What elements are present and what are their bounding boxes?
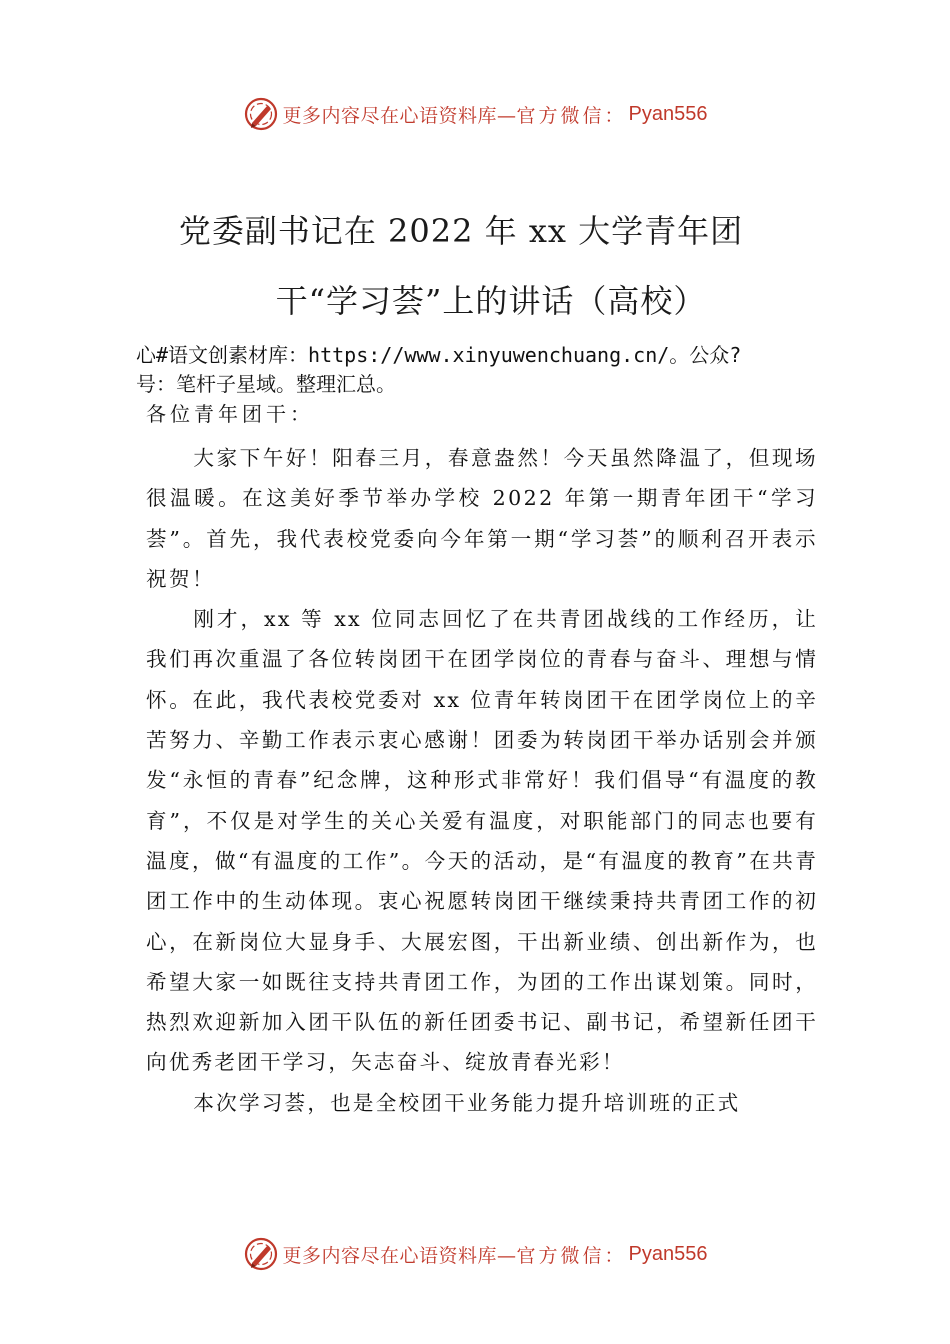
source-line-1: 心#语文创素材库：https://www.xinyuwenchuang.cn/。公众? — [136, 343, 742, 367]
paragraph-3: 本次学习荟，也是全校团干业务能力提升培训班的正式 — [193, 1090, 741, 1115]
document-title-line-1: 党委副书记在 2022 年 xx 大学青年团 — [178, 212, 744, 250]
banner-wechat-label: 官方微信： — [516, 1244, 627, 1267]
document-body — [146, 438, 818, 1123]
banner-wechat-id: Pyan556 — [628, 102, 708, 125]
header-banner — [0, 94, 950, 134]
pen-circle-logo-icon — [243, 1236, 279, 1272]
pen-circle-logo-icon — [243, 96, 279, 132]
banner-wechat-id: Pyan556 — [628, 1242, 708, 1265]
banner-text: 更多内容尽在心语资料库— — [282, 1244, 517, 1267]
banner-wechat-label: 官方微信： — [516, 104, 627, 127]
paragraph-2: 刚才，xx 等 xx 位同志回忆了在共青团战线的工作经历，让我们再次重温了各位转岗团干在团学岗位的青春与奋斗、理想与情怀。在此，我代表校党委对 xx 位青年转岗团干在团学岗位上的辛苦努力、辛勤工作表示衷心感谢！团委为转岗团干举办话别会并颁发“永恒的青春”纪念牌，这种形式非常好！我们倡导“有温度的教育”，不仅是对学生的关心关爱有温度，对职能部门的同志也要有温度，做“有温度的工作”。今天的活动，是“有温度的教育”在共青团工作中的生动体现。衷心祝愿转岗团干继续秉持共青团工作的初心，在新岗位大显身手、大展宏图，干出新业绩、创出新作为，也希望大家一如既往支持共青团工作，为团的工作出谋划策。同时， 热烈欢迎新加入团干队伍的新任团委书记、副书记，希望新任团干向优秀老团干学习，矢志奋斗、绽放青春光彩！ — [146, 607, 818, 1075]
salutation: 各位青年团干： — [146, 402, 314, 426]
footer-banner — [0, 1234, 950, 1274]
banner-text: 更多内容尽在心语资料库— — [282, 104, 517, 127]
source-line-2: 号：笔杆子星域。整理汇总。 — [136, 372, 396, 396]
paragraph-1: 大家下午好！阳春三月，春意盎然！今天虽然降温了，但现场很温暖。在这美好季节举办学校 2022 年第一期青年团干“学习荟”。首先，我代表校党委向今年第一期“学习荟”的顺利召开表示祝贺！ — [146, 446, 818, 591]
document-title-line-2: 干“学习荟”上的讲话（高校） — [275, 282, 707, 320]
